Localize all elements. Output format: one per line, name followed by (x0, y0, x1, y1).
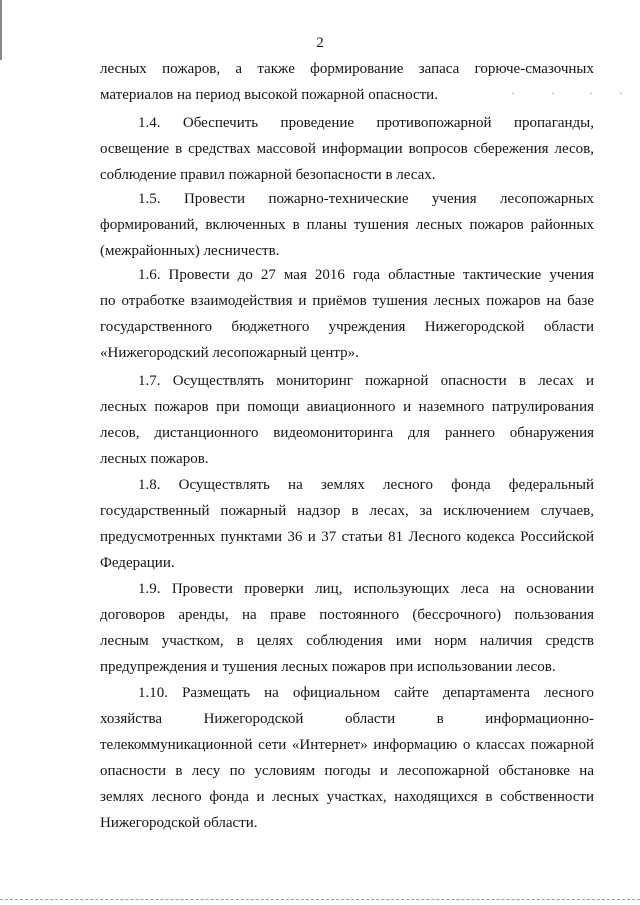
text-line: материалов на период высокой пожарной опасности. (100, 87, 438, 103)
text-line: телекоммуникационной сети «Интернет» информацию о классах пожарной (100, 737, 594, 753)
paragraph-1-9 (100, 576, 594, 680)
text-line: лесных пожаров, а также формирование запаса горюче-смазочных (100, 61, 594, 77)
text-line: 1.6. Провести до 27 мая 2016 года областные тактические учения (138, 267, 594, 283)
text-line: опасности в лесу по условиям погоды и лесопожарной обстановке на (100, 763, 594, 779)
text-line: 1.7. Осуществлять мониторинг пожарной опасности в лесах и (138, 373, 594, 389)
text-line: соблюдение правил пожарной безопасности в лесах. (100, 167, 436, 183)
text-line: 1.9. Провести проверки лиц, использующих леса на основании (138, 581, 594, 597)
text-line: 1.10. Размещать на официальном сайте департамента лесного (138, 685, 594, 701)
paragraph-1-6 (100, 262, 594, 366)
text-line: землях лесного фонда и лесных участках, находящихся в собственности (100, 789, 594, 805)
text-line: «Нижегородский лесопожарный центр». (100, 345, 359, 361)
text-line: Нижегородской области. (100, 815, 258, 831)
text-line: лесным участком, в целях соблюдения ими норм наличия средств (100, 633, 594, 649)
text-line: предупреждения и тушения лесных пожаров при использовании лесов. (100, 659, 556, 675)
text-line: по отработке взаимодействия и приёмов тушения лесных пожаров на базе (100, 293, 594, 309)
scan-bottom-edge (0, 899, 640, 901)
paragraph-continuation (100, 56, 594, 108)
paragraph-1-7 (100, 368, 594, 472)
scan-speck (620, 93, 622, 94)
text-line: государственный пожарный надзор в лесах, за исключением случаев, (100, 503, 594, 519)
text-line: лесных пожаров при помощи авиационного и наземного патрулирования (100, 399, 594, 415)
text-line: Федерации. (100, 555, 175, 571)
paragraph-1-5 (100, 186, 594, 264)
paragraph-1-4 (100, 110, 594, 188)
text-line: государственного бюджетного учреждения Нижегородской области (100, 319, 594, 335)
text-line: формирований, включенных в планы тушения лесных пожаров районных (100, 217, 594, 233)
text-line: (межрайонных) лесничеств. (100, 243, 280, 259)
text-line: 1.5. Провести пожарно-технические учения лесопожарных (138, 191, 594, 207)
text-line: лесных пожаров. (100, 451, 209, 467)
text-line: 1.4. Обеспечить проведение противопожарной пропаганды, (138, 115, 594, 131)
paragraph-1-8 (100, 472, 594, 576)
text-line: хозяйства Нижегородской области в информационно- (100, 711, 594, 727)
text-line: предусмотренных пунктами 36 и 37 статьи 81 Лесного кодекса Российской (100, 529, 594, 545)
text-line: лесов, дистанционного видеомониторинга для раннего обнаружения (100, 425, 594, 441)
text-line: 1.8. Осуществлять на землях лесного фонда федеральный (138, 477, 594, 493)
text-line: договоров аренды, на праве постоянного (бессрочного) пользования (100, 607, 594, 623)
page-number: 2 (316, 35, 324, 51)
paragraph-1-10 (100, 680, 594, 836)
text-line: освещение в средствах массовой информации вопросов сбережения лесов, (100, 141, 594, 157)
